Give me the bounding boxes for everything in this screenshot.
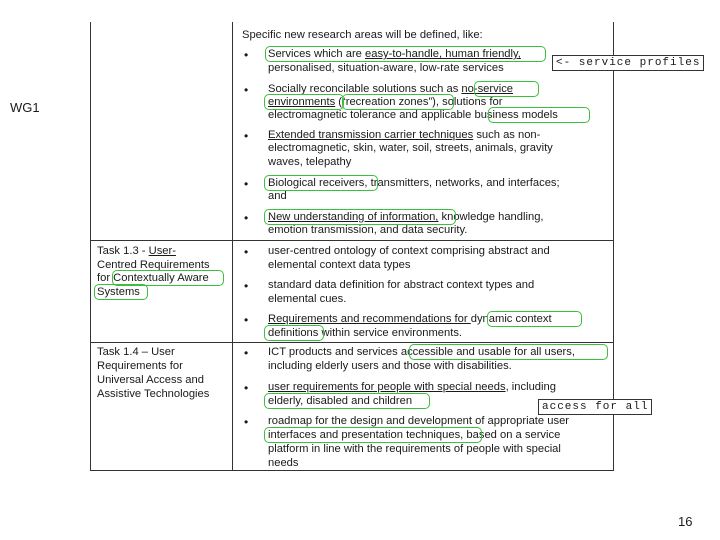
highlight-environments	[264, 94, 344, 110]
task-1-4-title-line-4: Assistive Technologies	[97, 388, 210, 400]
research-item-3-line-2: electromagnetic, skin, water, soil, streets, animals, gravity	[268, 142, 553, 154]
highlight-recreation-zones	[342, 94, 454, 110]
wg-label: WG1	[10, 100, 40, 115]
research-item-2: Socially reconcilable solutions such as no-service	[268, 83, 514, 95]
page-number: 16	[678, 514, 693, 529]
research-item-3-line-3: waves, telepathy	[268, 156, 352, 168]
bullet-icon: •	[244, 313, 249, 327]
research-item-2-line-2: environments (“recreation zones”), solutions for	[268, 96, 503, 108]
task-1-3-item-2-line-2: elemental cues.	[268, 293, 347, 305]
highlight-easy-to-handle	[265, 46, 546, 62]
task-1-3-item-1-line-2: elemental context data types	[268, 259, 411, 271]
bullet-icon: •	[244, 381, 249, 395]
task-1-4-item-3-line-4: needs	[268, 457, 299, 469]
task-1-4-item-3: roadmap for the design and development of appropriate user	[268, 415, 570, 427]
research-item-5-line-2: emotion transmission, and data security.	[268, 224, 468, 236]
bullet-icon: •	[244, 129, 249, 143]
task-1-4-title: Task 1.4 – User	[97, 346, 175, 358]
bullet-icon: •	[244, 211, 249, 225]
highlight-interfaces-presentation	[264, 427, 482, 443]
highlight-biological-receivers	[264, 175, 378, 191]
highlight-elderly-disabled-children	[264, 393, 430, 409]
research-item-1-line-2: personalised, situation-aware, low-rate services	[268, 62, 504, 74]
task-1-3-item-3-line-2: definitions within service environments.	[268, 327, 463, 339]
highlight-business-models	[488, 107, 590, 123]
task-1-4-title-line-3: Universal Access and	[97, 374, 204, 386]
task-1-3-title-line-4: Systems	[97, 286, 140, 298]
intro-text: Specific new research areas will be defined, like:	[242, 29, 483, 41]
highlight-definitions	[264, 325, 324, 341]
highlight-no-service	[474, 81, 539, 97]
task-1-3-title-line-3: for Contextually Aware	[97, 272, 209, 284]
task-1-3-item-3: Requirements and recommendations for dynamic context	[268, 313, 552, 325]
research-item-3: Extended transmission carrier techniques such as non-	[268, 129, 541, 141]
task-1-4-item-2-line-2: elderly, disabled and children	[268, 395, 413, 407]
task-1-3-title: Task 1.3 - User-	[97, 245, 176, 257]
bullet-icon: •	[244, 83, 249, 97]
bullet-icon: •	[244, 177, 249, 191]
row-divider	[90, 240, 613, 241]
task-1-3-item-2: standard data definition for abstract context types and	[268, 279, 535, 291]
task-1-4-item-2: user requirements for people with special needs, including	[268, 381, 556, 393]
task-1-3-title-line-2: Centred Requirements	[97, 259, 210, 271]
highlight-new-understanding	[264, 209, 456, 225]
highlight-systems	[94, 284, 148, 300]
task-1-4-item-1-line-2: including elderly users and those with disabilities.	[268, 360, 512, 372]
task-1-4-item-3-line-2: interfaces and presentation techniques, based on a service	[268, 429, 561, 441]
highlight-dynamic-context	[487, 311, 582, 327]
task-1-4-title-line-2: Requirements for	[97, 360, 183, 372]
research-item-2-line-3: electromagnetic tolerance and applicable business models	[268, 109, 558, 121]
bullet-icon: •	[244, 415, 249, 429]
task-1-4-item-1: ICT products and services accessible and usable for all users,	[268, 346, 575, 358]
task-1-4-item-3-line-3: platform in line with the requirements of people with special	[268, 443, 561, 455]
research-item-4-line-2: and	[268, 190, 287, 202]
note-service-profiles: <- service profiles	[552, 55, 704, 71]
bullet-icon: •	[244, 279, 249, 293]
bullet-icon: •	[244, 245, 249, 259]
note-access-for-all: access for all	[538, 399, 652, 415]
highlight-accessible-usable	[409, 344, 608, 360]
research-item-1: Services which are easy-to-handle, human friendly,	[268, 48, 521, 60]
research-item-5: New understanding of information, knowledge handling,	[268, 211, 544, 223]
row-divider	[90, 342, 613, 343]
bullet-icon: •	[244, 48, 249, 62]
research-item-4: Biological receivers, transmitters, networks, and interfaces;	[268, 177, 560, 189]
column-divider	[232, 22, 233, 470]
bullet-icon: •	[244, 346, 249, 360]
task-1-3-item-1: user-centred ontology of context comprising abstract and	[268, 245, 550, 257]
